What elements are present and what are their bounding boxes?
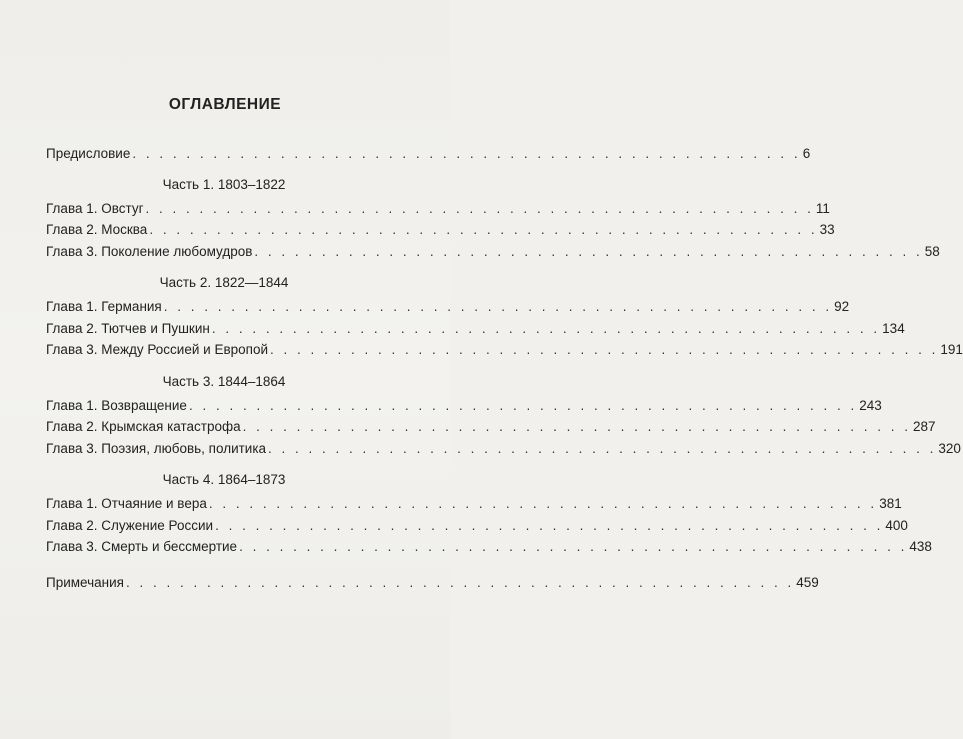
toc-entry[interactable] <box>46 320 905 343</box>
table-of-contents <box>46 146 963 596</box>
dot-leader: . . . . . . . . . . . . . . . . . . . . . . . . . . . . . . . . . . . . . . . . . . . . . . . . . . <box>163 299 833 314</box>
toc-entry-page: 287 <box>912 419 936 434</box>
dot-leader: . . . . . . . . . . . . . . . . . . . . . . . . . . . . . . . . . . . . . . . . . . . . . . . . . . <box>211 320 881 336</box>
toc-entry[interactable] <box>46 397 882 420</box>
toc-entry[interactable] <box>46 342 963 364</box>
dot-leader: . . . . . . . . . . . . . . . . . . . . . . . . . . . . . . . . . . . . . . . . . . . . . . . . . . <box>149 222 818 237</box>
toc-entry[interactable] <box>46 200 830 223</box>
toc-entry-page: 134 <box>882 320 905 336</box>
toc-entry[interactable] <box>46 496 902 518</box>
toc-entry-label: Глава 1. Возвращение <box>46 397 187 413</box>
dot-leader: . . . . . . . . . . . . . . . . . . . . . . . . . . . . . . . . . . . . . . . . . . . . . . . . . . <box>188 397 858 413</box>
toc-entry-page: 58 <box>924 243 940 259</box>
toc-entry[interactable] <box>46 440 961 463</box>
toc-entry-label: Глава 1. Отчаяние и вера <box>46 496 207 511</box>
toc-entry-label: Глава 3. Между Россией и Европой <box>46 342 268 357</box>
toc-entry-label: Глава 2. Москва <box>46 222 148 237</box>
toc-entry-preface[interactable] <box>46 146 811 168</box>
dot-leader: . . . . . . . . . . . . . . . . . . . . . . . . . . . . . . . . . . . . . . . . . . . . . . . . . . <box>125 574 795 590</box>
page-title: ОГЛАВЛЕНИЕ <box>168 96 282 113</box>
toc-entry-label: Глава 3. Поэзия, любовь, политика <box>46 440 267 456</box>
toc-entry-page: 92 <box>834 299 850 314</box>
toc-entry-page: 320 <box>938 440 961 456</box>
toc-entry-page: 191 <box>940 342 963 357</box>
toc-entry-page: 381 <box>879 496 902 511</box>
toc-entry-label: Глава 3. Смерть и бессмертие <box>46 539 238 554</box>
dot-leader: . . . . . . . . . . . . . . . . . . . . . . . . . . . . . . . . . . . . . . . . . . . . . . . . . . <box>268 440 937 456</box>
toc-entry-label: Глава 2. Крымская катастрофа <box>46 419 241 434</box>
toc-entry-notes[interactable] <box>46 574 819 597</box>
dot-leader: . . . . . . . . . . . . . . . . . . . . . . . . . . . . . . . . . . . . . . . . . . . . . . . . . . <box>239 539 908 554</box>
toc-entry-page: 11 <box>815 200 830 216</box>
toc-entry-label: Глава 2. Служение России <box>46 517 214 533</box>
toc-entry-page: 243 <box>859 397 882 413</box>
toc-entry-label: Предисловие <box>46 146 131 161</box>
toc-entry-page: 438 <box>909 539 932 554</box>
part-heading: Часть 2. 1822—1844 <box>159 275 289 290</box>
toc-entry-page: 6 <box>802 146 811 161</box>
toc-entry-page: 400 <box>885 517 908 533</box>
part-heading: Часть 4. 1864–1873 <box>162 472 286 487</box>
dot-leader: . . . . . . . . . . . . . . . . . . . . . . . . . . . . . . . . . . . . . . . . . . . . . . . . . . <box>270 342 939 357</box>
toc-entry[interactable] <box>46 517 908 540</box>
toc-entry-label: Глава 1. Овстуг <box>46 200 144 216</box>
toc-entry-label: Глава 2. Тютчев и Пушкин <box>46 320 210 336</box>
dot-leader: . . . . . . . . . . . . . . . . . . . . . . . . . . . . . . . . . . . . . . . . . . . . . . . . . . <box>242 419 911 434</box>
part-heading: Часть 3. 1844–1864 <box>162 373 286 389</box>
dot-leader: . . . . . . . . . . . . . . . . . . . . . . . . . . . . . . . . . . . . . . . . . . . . . . . . . . <box>145 200 814 216</box>
toc-entry[interactable] <box>46 243 940 266</box>
toc-entry-page: 33 <box>819 222 835 237</box>
part-heading: Часть 1. 1803–1822 <box>162 176 286 192</box>
dot-leader: . . . . . . . . . . . . . . . . . . . . . . . . . . . . . . . . . . . . . . . . . . . . . . . . . . <box>132 146 801 161</box>
bleed-through-page-number <box>200 700 230 724</box>
toc-entry[interactable] <box>46 419 936 441</box>
toc-entry-page: 459 <box>796 574 819 590</box>
dot-leader: . . . . . . . . . . . . . . . . . . . . . . . . . . . . . . . . . . . . . . . . . . . . . . . . . . <box>254 243 923 259</box>
dot-leader: . . . . . . . . . . . . . . . . . . . . . . . . . . . . . . . . . . . . . . . . . . . . . . . . . . <box>208 496 878 511</box>
toc-entry-label: Примечания <box>46 574 124 590</box>
toc-entry[interactable] <box>46 539 932 561</box>
dot-leader: . . . . . . . . . . . . . . . . . . . . . . . . . . . . . . . . . . . . . . . . . . . . . . . . . . <box>215 517 884 533</box>
toc-entry[interactable] <box>46 222 835 244</box>
toc-entry-label: Глава 1. Германия <box>46 299 162 314</box>
toc-entry[interactable] <box>46 299 850 321</box>
toc-entry-label: Глава 3. Поколение любомудров <box>46 243 253 259</box>
